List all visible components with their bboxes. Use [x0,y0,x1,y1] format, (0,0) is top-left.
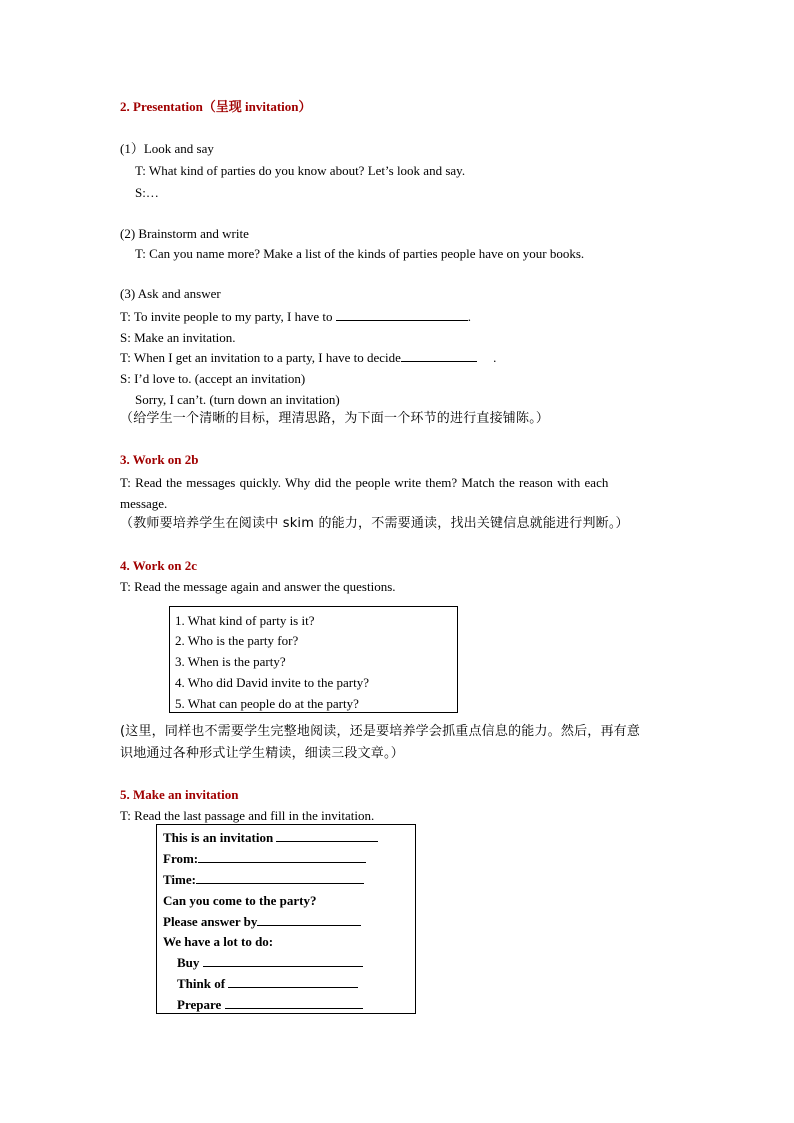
section-3-text-line-1: T: Read the messages quickly. Why did the people write them? Match the reason with each [120,475,609,490]
step-2-teacher-line: T: Can you name more? Make a list of the kinds of parties people have on your books. [135,246,585,261]
step-3-line-1-text: T: To invite people to my party, I have to [120,309,333,324]
section-3-heading: 3. Work on 2b [120,452,199,467]
step-3-title: (3) Ask and answer [120,286,221,301]
step-3-line-4: S: I’d love to. (accept an invitation) [120,371,306,386]
form-label-prepare: Prepare [177,997,222,1012]
section-2-note: （给学生一个清晰的目标，理清思路，为下面一个环节的进行直接铺陈。） [120,411,550,426]
section-4-note-line-1: (这里，同样也不需要学生完整地阅读，还是要培养学会抓重点信息的能力。然后，再有意 [120,724,641,739]
form-line-todo: We have a lot to do: [163,934,274,949]
form-line-buy [177,955,363,971]
step-3-line-1 [120,309,471,325]
section-5-text: T: Read the last passage and fill in the invitation. [120,808,375,823]
step-1-teacher-line: T: What kind of parties do you know about? Let’s look and say. [135,163,466,178]
question-item: 4. Who did David invite to the party? [175,675,369,690]
form-label-think-of: Think of [177,976,226,991]
fill-blank [225,997,363,1009]
step-1-title: (1）Look and say [120,141,214,156]
form-label-buy: Buy [177,955,200,970]
form-line-prepare [177,997,363,1013]
form-label-from: From: [163,851,199,866]
step-3-line-5: Sorry, I can’t. (turn down an invitation) [135,392,340,407]
question-item: 5. What can people do at the party? [175,696,359,711]
section-5-heading: 5. Make an invitation [120,787,239,802]
form-line-invitation [163,830,378,846]
form-label-time: Time: [163,872,196,887]
question-item: 2. Who is the party for? [175,633,299,648]
form-label-answer-by: Please answer by [163,914,258,929]
form-label-invitation: This is an invitation [163,830,274,845]
fill-blank [336,309,468,321]
fill-blank [276,830,378,842]
form-line-answer-by [163,914,361,930]
question-item: 3. When is the party? [175,654,286,669]
step-3-line-3-text: T: When I get an invitation to a party, I have to decide [120,350,401,365]
step-3-line-3-period: . [493,350,497,365]
step-1-student-line: S:… [135,185,159,200]
fill-blank [228,976,358,988]
step-3-line-2: S: Make an invitation. [120,330,236,345]
step-3-line-1-period: . [467,309,472,324]
fill-blank [198,851,366,863]
section-4-heading: 4. Work on 2c [120,558,198,573]
fill-blank [257,914,361,926]
section-3-note: （教师要培养学生在阅读中 skim 的能力，不需要通读，找出关键信息就能进行判断。） [120,516,629,531]
fill-blank [203,955,363,967]
section-2-heading: 2. Presentation（呈现 invitation） [120,99,312,114]
form-line-from [163,851,366,867]
questions-box [169,606,458,713]
section-4-text: T: Read the message again and answer the questions. [120,579,396,594]
section-3-text-line-2: message. [120,496,168,511]
section-4-note-line-2: 识地通过各种形式让学生精读，细读三段文章。） [120,746,404,761]
fill-blank [196,872,364,884]
form-line-come: Can you come to the party? [163,893,317,908]
question-item: 1. What kind of party is it? [175,613,315,628]
form-line-time [163,872,364,888]
invitation-form [156,824,416,1014]
fill-blank [401,350,477,362]
form-line-think-of [177,976,358,992]
step-2-title: (2) Brainstorm and write [120,226,249,241]
step-3-line-3 [120,350,496,366]
